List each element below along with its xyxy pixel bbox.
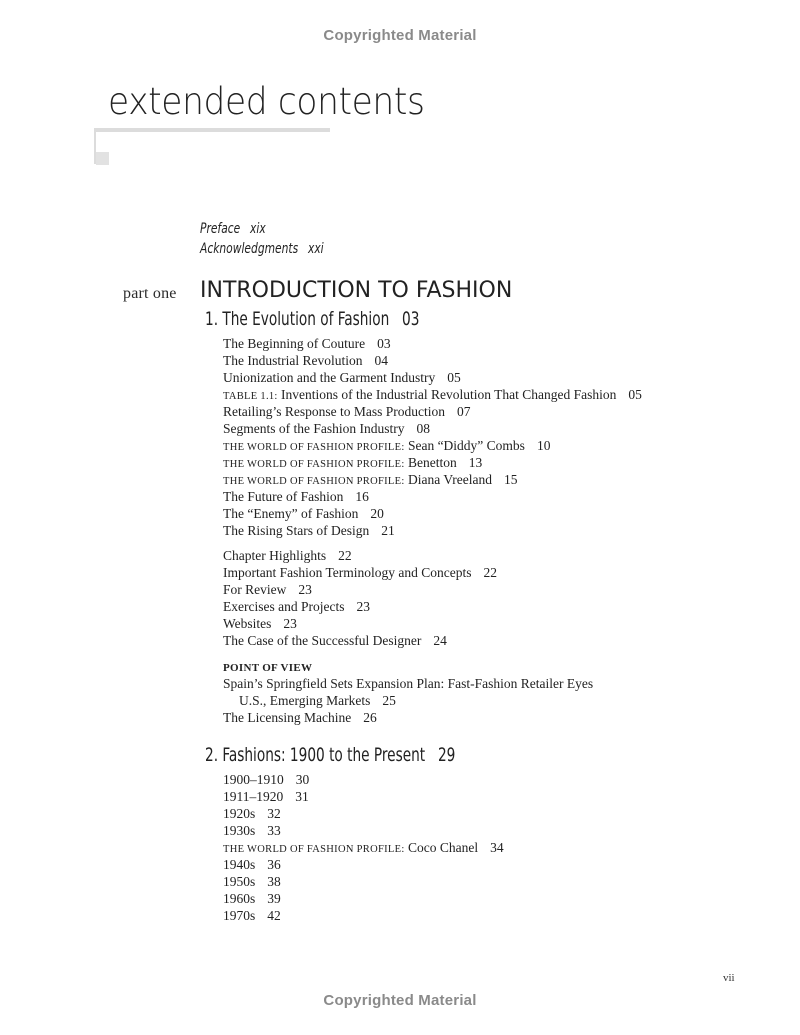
toc-entry[interactable]: Segments of the Fashion Industry 08 — [223, 421, 430, 436]
front-matter-preface[interactable]: Preface xix — [200, 221, 266, 237]
part-title: INTRODUCTION TO FASHION — [200, 278, 513, 303]
toc-entry-profile[interactable]: THE WORLD OF FASHION PROFILE: Sean “Diddy” Combs 10 — [223, 438, 551, 453]
point-of-view-heading: POINT OF VIEW — [223, 662, 313, 674]
toc-review-entry[interactable]: For Review 23 — [223, 582, 312, 597]
front-matter-acknowledgments[interactable]: Acknowledgments xxi — [200, 241, 324, 257]
toc-review-entry[interactable]: Important Fashion Terminology and Concepts 22 — [223, 565, 498, 580]
toc-entry[interactable]: 1940s 36 — [223, 857, 281, 872]
chapter-1-heading[interactable]: 1. The Evolution of Fashion 03 — [205, 308, 420, 330]
toc-entry[interactable]: 1930s 33 — [223, 823, 281, 838]
toc-entry[interactable]: 1900–1910 30 — [223, 772, 310, 787]
toc-review-entry[interactable]: Websites 23 — [223, 616, 297, 631]
toc-entry-profile[interactable]: THE WORLD OF FASHION PROFILE: Benetton 13 — [223, 455, 483, 470]
toc-review-entry[interactable]: The Case of the Successful Designer 24 — [223, 633, 447, 648]
toc-entry[interactable]: The Beginning of Couture 03 — [223, 336, 391, 351]
toc-entry[interactable]: Unionization and the Garment Industry 05 — [223, 370, 461, 385]
toc-entry[interactable]: 1970s 42 — [223, 908, 281, 923]
page-title: extended contents — [108, 80, 425, 123]
toc-entry-profile[interactable]: THE WORLD OF FASHION PROFILE: Coco Chanel 34 — [223, 840, 504, 855]
part-label: part one — [123, 285, 177, 302]
toc-entry[interactable]: The Rising Stars of Design 21 — [223, 523, 395, 538]
toc-entry[interactable]: 1911–1920 31 — [223, 789, 309, 804]
toc-review-entry[interactable]: Exercises and Projects 23 — [223, 599, 370, 614]
toc-entry-table[interactable]: TABLE 1.1: Inventions of the Industrial Revolution That Changed Fashion 05 — [223, 387, 642, 402]
copyright-notice-top: Copyrighted Material — [323, 27, 477, 44]
toc-entry[interactable]: The Industrial Revolution 04 — [223, 353, 388, 368]
toc-entry[interactable]: 1950s 38 — [223, 874, 281, 889]
chapter-2-heading[interactable]: 2. Fashions: 1900 to the Present 29 — [205, 744, 456, 766]
toc-entry-profile[interactable]: THE WORLD OF FASHION PROFILE: Diana Vreeland 15 — [223, 472, 518, 487]
toc-entry[interactable]: 1960s 39 — [223, 891, 281, 906]
page-number: vii — [723, 972, 735, 984]
point-of-view-entry[interactable]: The Licensing Machine 26 — [223, 710, 377, 725]
toc-entry[interactable]: The Future of Fashion 16 — [223, 489, 369, 504]
title-decoration-square — [96, 152, 109, 165]
title-decoration-bar — [94, 128, 330, 132]
point-of-view-entry[interactable]: Spain’s Springfield Sets Expansion Plan: Fast-Fashion Retailer Eyes — [223, 676, 594, 691]
toc-entry[interactable]: Retailing’s Response to Mass Production 07 — [223, 404, 471, 419]
copyright-notice-bottom: Copyrighted Material — [323, 992, 477, 1009]
toc-entry[interactable]: 1920s 32 — [223, 806, 281, 821]
toc-entry[interactable]: The “Enemy” of Fashion 20 — [223, 506, 384, 521]
point-of-view-entry-continued[interactable]: U.S., Emerging Markets 25 — [239, 693, 396, 708]
toc-review-entry[interactable]: Chapter Highlights 22 — [223, 548, 352, 563]
